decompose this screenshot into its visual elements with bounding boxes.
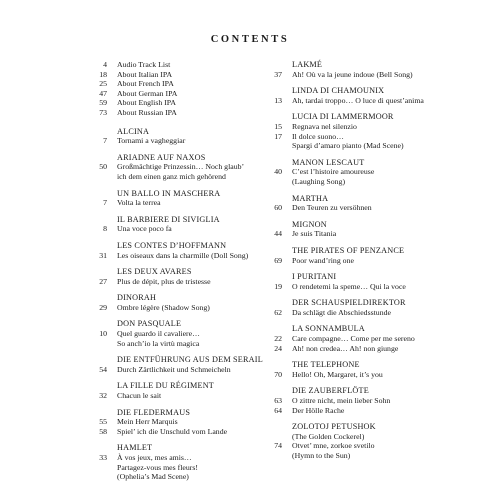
aria-title: Der Hölle Rache xyxy=(292,405,345,415)
opera-title: LA FILLE DU RÉGIMENT xyxy=(117,381,215,391)
aria-title: Ah! Où va la jeune indoue (Bell Song) xyxy=(292,69,413,79)
page-number: 7 xyxy=(103,136,107,146)
toc-item xyxy=(80,172,280,182)
toc-item xyxy=(80,79,280,89)
toc-item xyxy=(80,427,280,437)
page-number: 60 xyxy=(274,203,282,213)
toc-entry xyxy=(80,215,280,234)
opera-title: DIE ZAUBERFLÖTE xyxy=(292,386,369,396)
page-number: 13 xyxy=(274,95,282,105)
toc-item xyxy=(255,203,455,213)
toc-entry xyxy=(80,355,280,374)
toc-entry xyxy=(80,293,280,312)
opera-title: MARTHA xyxy=(292,193,329,203)
toc-item xyxy=(255,344,455,354)
page-number: 69 xyxy=(274,255,282,265)
page-number: 22 xyxy=(274,334,282,344)
page-number: 44 xyxy=(274,229,282,239)
page-number: 31 xyxy=(99,250,107,260)
opera-title: THE TELEPHONE xyxy=(292,360,360,370)
toc-item xyxy=(255,370,455,380)
opera-title: LES CONTES D’HOFFMANN xyxy=(117,240,227,250)
toc-item xyxy=(80,417,280,427)
aria-title: Audio Track List xyxy=(117,60,171,69)
page-number: 54 xyxy=(99,364,107,374)
toc-item xyxy=(255,70,455,80)
aria-title: Poor wand’ring one xyxy=(292,255,354,265)
page-number: 64 xyxy=(274,405,282,415)
opera-title: MIGNON xyxy=(292,219,327,229)
toc-item xyxy=(255,177,455,187)
toc-entry xyxy=(80,405,282,437)
page-number: 25 xyxy=(99,79,107,89)
toc-entry xyxy=(255,360,455,379)
page-number: 40 xyxy=(274,167,282,177)
page-number: 63 xyxy=(274,396,282,406)
page-number xyxy=(80,339,107,349)
page-number: 74 xyxy=(274,441,282,451)
aria-title: About French IPA xyxy=(117,79,174,89)
page-number: 4 xyxy=(103,60,107,69)
aria-title: Quel guardo il cavaliere… xyxy=(117,329,200,339)
toc-entry xyxy=(255,298,455,317)
toc-entry xyxy=(80,189,280,208)
toc-entry xyxy=(255,158,455,187)
page-number xyxy=(80,472,107,482)
page-number: 59 xyxy=(99,98,107,108)
page-number: 50 xyxy=(99,162,107,172)
toc-right-column xyxy=(255,60,455,468)
aria-title: O rendetemi la speme… Qui la voce xyxy=(292,281,406,291)
aria-title: (Hymn to the Sun) xyxy=(292,451,351,460)
toc-item xyxy=(255,432,455,442)
toc-item xyxy=(80,391,280,401)
opera-title: DER SCHAUSPIELDIREKTOR xyxy=(292,298,406,308)
opera-title: ARIADNE AUF NAXOS xyxy=(117,152,206,162)
aria-title: Otvet’ mne, zorkoe svetilo xyxy=(292,441,375,451)
toc-item xyxy=(80,453,280,463)
aria-title: (Ophelia’s Mad Scene) xyxy=(117,472,189,482)
aria-title: Den Teuren zu versöhnen xyxy=(292,203,372,213)
opera-title: DON PASQUALE xyxy=(117,319,182,329)
page-number: 37 xyxy=(274,69,282,79)
toc-item xyxy=(80,472,280,482)
aria-title: À vos jeux, mes amis… xyxy=(117,453,192,462)
page-number: 27 xyxy=(99,276,107,286)
toc-item xyxy=(255,396,455,406)
aria-title: Hello! Oh, Margaret, it’s you xyxy=(292,369,383,379)
toc-item xyxy=(80,463,280,473)
opera-title: MANON LESCAUT xyxy=(292,157,365,167)
toc-item xyxy=(255,122,455,132)
page-number xyxy=(255,432,282,442)
opera-title: LAKMÉ xyxy=(292,60,323,69)
aria-title: About English IPA xyxy=(117,98,177,108)
aria-title: About German IPA xyxy=(117,88,178,98)
toc-entry xyxy=(255,272,455,291)
toc-item xyxy=(80,339,280,349)
page-number: 29 xyxy=(99,302,107,312)
toc-entry xyxy=(255,324,455,353)
toc-item xyxy=(80,277,280,287)
toc-entry xyxy=(255,246,455,265)
toc-entry xyxy=(80,153,280,182)
aria-title: Plus de dépit, plus de tristesse xyxy=(117,276,211,286)
aria-title: About Russian IPA xyxy=(117,107,177,117)
toc-item xyxy=(255,96,455,106)
aria-title: Regnava nel silenzio xyxy=(292,121,357,131)
aria-title: Da schlägt die Abschiedsstunde xyxy=(292,307,391,317)
aria-title: Tornami a vagheggiar xyxy=(117,136,186,146)
opera-title: I PURITANI xyxy=(292,272,337,282)
page-title: CONTENTS xyxy=(210,34,290,45)
toc-entry xyxy=(80,127,280,146)
toc-entry xyxy=(80,381,280,400)
toc-item xyxy=(80,303,280,313)
opera-title: DIE FLEDERMAUS xyxy=(117,407,191,417)
aria-title: ich dem einen ganz mich gehörend xyxy=(117,171,226,181)
toc-item xyxy=(255,406,455,416)
toc-entry xyxy=(255,220,455,239)
page-number: 17 xyxy=(274,131,282,141)
aria-title: Spiel’ ich die Unschuld vom Lande xyxy=(117,426,228,436)
page-number xyxy=(80,463,107,473)
toc-entry xyxy=(80,241,280,260)
toc-entry xyxy=(255,112,455,150)
toc-left-column xyxy=(80,60,280,489)
toc-item xyxy=(80,198,280,208)
aria-title: Chacun le sait xyxy=(117,391,162,401)
page-number: 33 xyxy=(99,453,107,462)
page-number xyxy=(80,172,107,182)
aria-title: About Italian IPA xyxy=(117,69,173,79)
page-number: 70 xyxy=(274,369,282,379)
toc-item xyxy=(255,167,455,177)
toc-item xyxy=(255,441,455,451)
page-number xyxy=(255,141,282,151)
aria-title: Ah! non credea… Ah! non giunge xyxy=(292,343,399,353)
aria-title: Ah, tardai troppo… O luce di quest’anima xyxy=(292,95,424,105)
page-number: 19 xyxy=(274,281,282,291)
opera-title: ZOLOTOJ PETUSHOK xyxy=(292,422,376,432)
toc-entry xyxy=(80,60,280,118)
aria-title: Ombre légère (Shadow Song) xyxy=(117,302,210,312)
page-number: 8 xyxy=(103,224,107,234)
opera-title: ALCINA xyxy=(117,126,150,136)
toc-item xyxy=(80,95,282,108)
toc-item xyxy=(255,308,455,318)
toc-item xyxy=(255,282,455,292)
aria-title: Care compagne… Come per me sereno xyxy=(292,334,415,344)
aria-title: (The Golden Cockerel) xyxy=(292,431,365,441)
page-number: 7 xyxy=(103,198,107,208)
toc-item xyxy=(80,365,280,375)
page-number: 24 xyxy=(274,343,282,353)
toc-item xyxy=(255,334,455,344)
toc-entry xyxy=(80,443,280,481)
page-number: 47 xyxy=(99,88,107,98)
opera-title: LUCIA DI LAMMERMOOR xyxy=(292,112,394,122)
opera-title: HAMLET xyxy=(117,443,153,453)
toc-item xyxy=(80,89,280,99)
page-number: 15 xyxy=(274,121,282,131)
aria-title: O zittre nicht, mein lieber Sohn xyxy=(292,396,391,406)
aria-title: Spargi d’amaro pianto (Mad Scene) xyxy=(292,141,404,151)
opera-title: LES DEUX AVARES xyxy=(117,267,192,277)
page-number: 58 xyxy=(99,426,107,436)
toc-item xyxy=(80,329,280,339)
aria-title: So anch’io la virtù magica xyxy=(117,338,200,348)
page-number: 10 xyxy=(99,329,107,339)
page-number: 18 xyxy=(99,69,107,79)
aria-title: Les oiseaux dans la charmille (Doll Song) xyxy=(117,250,249,260)
toc-item xyxy=(255,256,455,266)
toc-item xyxy=(80,108,280,118)
toc-entry xyxy=(80,319,280,348)
toc-item xyxy=(80,136,280,146)
toc-item xyxy=(80,162,280,172)
page-number: 55 xyxy=(99,417,107,427)
toc-item xyxy=(80,60,280,70)
aria-title: Il dolce suono… xyxy=(292,131,344,141)
toc-item xyxy=(80,70,280,80)
aria-title: Durch Zärtlichkeit und Schmeicheln xyxy=(117,364,231,374)
toc-item xyxy=(80,251,280,261)
opera-title: DINORAH xyxy=(117,293,157,303)
toc-entry xyxy=(80,267,280,286)
opera-title: DIE ENTFÜHRUNG AUS DEM SERAIL xyxy=(117,355,263,365)
toc-entry xyxy=(255,194,455,213)
opera-title: THE PIRATES OF PENZANCE xyxy=(292,245,405,255)
page-number: 62 xyxy=(274,307,282,317)
toc-entry xyxy=(255,86,455,105)
page-number: 32 xyxy=(99,391,107,401)
opera-title: UN BALLO IN MASCHERA xyxy=(117,188,221,198)
aria-title: Volta la terrea xyxy=(117,198,161,208)
aria-title: Mein Herr Marquis xyxy=(117,417,178,427)
toc-item xyxy=(255,451,455,461)
page-number xyxy=(255,451,282,461)
toc-entry xyxy=(255,422,455,460)
opera-title: LA SONNAMBULA xyxy=(292,324,365,334)
toc-entry xyxy=(255,60,455,79)
toc-item xyxy=(255,229,455,239)
aria-title: Una voce poco fa xyxy=(117,224,172,234)
aria-title: Partagez-vous mes fleurs! xyxy=(117,462,198,472)
aria-title: C’est l’histoire amoureuse xyxy=(292,167,375,177)
page-number xyxy=(255,177,282,187)
aria-title: (Laughing Song) xyxy=(292,176,346,186)
opera-title: LINDA DI CHAMOUNIX xyxy=(292,86,385,96)
toc-entry xyxy=(255,386,455,415)
opera-title: IL BARBIERE DI SIVIGLIA xyxy=(117,214,220,224)
page-number: 73 xyxy=(99,107,107,117)
aria-title: Großmächtige Prinzessin… Noch glaub’ xyxy=(117,162,245,172)
toc-item xyxy=(80,224,280,234)
toc-item xyxy=(255,141,455,151)
toc-item xyxy=(255,132,455,142)
aria-title: Je suis Titania xyxy=(292,229,337,239)
